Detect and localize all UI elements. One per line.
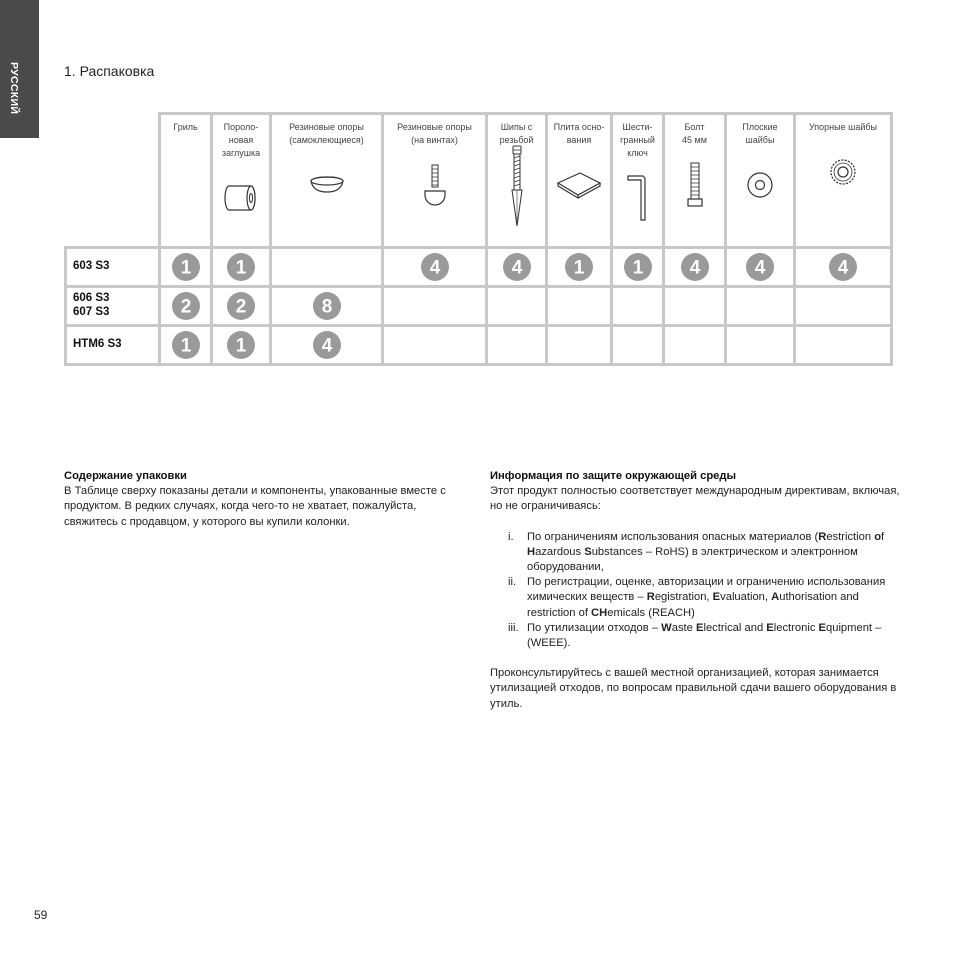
- directive-text: По утилизации отходов – Waste Electrical and Electronic Equipment – (WEEE).: [527, 621, 882, 650]
- quantity-cell: [160, 326, 212, 365]
- svg-text:8: 8: [321, 296, 332, 318]
- rubber-foot-adhesive-icon: [307, 174, 347, 201]
- quantity-cell: [726, 248, 795, 287]
- column-header: [795, 114, 892, 248]
- quantity-badge: [226, 291, 256, 321]
- quantity-cell: [383, 326, 487, 365]
- table-row: [66, 287, 892, 326]
- quantity-cell: [487, 287, 547, 326]
- package-contents-section: [64, 469, 464, 530]
- quantity-badge: [171, 330, 201, 360]
- column-label: Шести- гранный ключ: [620, 122, 655, 159]
- quantity-cell: [726, 326, 795, 365]
- quantity-cell: [795, 248, 892, 287]
- column-label: Шипы с резьбой: [499, 122, 534, 146]
- list-number: ii.: [508, 576, 517, 589]
- base-plate-icon: [554, 169, 604, 206]
- column-label: Упорные шайбы: [808, 122, 878, 132]
- column-label: Пороло- новая заглушка: [221, 122, 261, 159]
- column-header: [160, 114, 212, 248]
- quantity-cell: [612, 326, 664, 365]
- quantity-cell: [383, 287, 487, 326]
- svg-text:4: 4: [754, 257, 766, 279]
- quantity-cell: [795, 287, 892, 326]
- quantity-badge: [745, 252, 775, 282]
- directive-list: [490, 530, 900, 652]
- column-label: Резиновые опоры (на винтах): [397, 122, 472, 146]
- quantity-badge: [623, 252, 653, 282]
- quantity-badge: [564, 252, 594, 282]
- svg-text:1: 1: [573, 257, 585, 279]
- column-header: [726, 114, 795, 248]
- quantity-cell: [212, 326, 271, 365]
- svg-text:4: 4: [429, 257, 440, 279]
- column-header: [487, 114, 547, 248]
- language-label: РУССКИЙ: [8, 62, 20, 115]
- quantity-cell: [271, 326, 383, 365]
- list-number: iii.: [508, 621, 519, 634]
- svg-text:2: 2: [180, 296, 191, 318]
- column-header: [212, 114, 271, 248]
- package-contents-text: В Таблице сверху показаны детали и компоненты, упакованные вместе с продуктом. В редких случаях, когда чего-то не хватает, пожалуйста, свяжитесь с продавцом, у которого вы купили колонки.: [64, 485, 446, 528]
- quantity-cell: [547, 326, 612, 365]
- page-number: 59: [34, 908, 48, 922]
- column-label: Болт 45 мм: [682, 122, 707, 146]
- section-title: 1. Распаковка: [64, 63, 155, 79]
- package-contents-heading: Содержание упаковки: [64, 470, 187, 482]
- quantity-badge: [171, 252, 201, 282]
- quantity-badge: [312, 330, 342, 360]
- svg-text:4: 4: [511, 257, 522, 279]
- quantity-badge: [502, 252, 532, 282]
- quantity-cell: [547, 287, 612, 326]
- flat-washer-icon: [745, 170, 775, 205]
- model-name: 606 S3 607 S3: [66, 287, 160, 326]
- column-label: Гриль: [173, 122, 198, 132]
- quantity-badge: [420, 252, 450, 282]
- column-header: [547, 114, 612, 248]
- parts-table: [64, 112, 893, 366]
- model-name: 603 S3: [66, 248, 160, 287]
- column-header: [271, 114, 383, 248]
- svg-text:4: 4: [321, 335, 332, 357]
- column-label: Плоские шайбы: [742, 122, 778, 146]
- quantity-cell: [383, 248, 487, 287]
- quantity-cell: [160, 248, 212, 287]
- quantity-cell: [664, 326, 726, 365]
- foam-plug-icon: [221, 181, 261, 220]
- quantity-cell: [271, 248, 383, 287]
- table-row: [66, 326, 892, 365]
- quantity-cell: [795, 326, 892, 365]
- lock-washer-icon: [828, 157, 858, 192]
- quantity-badge: [680, 252, 710, 282]
- threaded-spike-icon: [508, 144, 526, 233]
- quantity-badge: [171, 291, 201, 321]
- svg-text:4: 4: [689, 257, 700, 279]
- list-number: i.: [508, 530, 514, 543]
- column-label: Резиновые опоры (самоклеющиеся): [289, 122, 364, 146]
- quantity-cell: [547, 248, 612, 287]
- quantity-cell: [487, 326, 547, 365]
- quantity-cell: [212, 248, 271, 287]
- hex-key-icon: [625, 172, 651, 229]
- environment-heading: Информация по защите окружающей среды: [490, 470, 737, 482]
- language-tab: [0, 0, 39, 138]
- quantity-cell: [612, 287, 664, 326]
- quantity-cell: [612, 248, 664, 287]
- table-row: [66, 248, 892, 287]
- directive-item-rohs: [508, 530, 900, 576]
- directive-item-reach: [508, 575, 900, 621]
- quantity-cell: [664, 248, 726, 287]
- environment-closing: Проконсультируйтесь с вашей местной организацией, которая занимается утилизацией отходов, по вопросам правильной сдачи вашего оборудования в утиль.: [490, 667, 897, 710]
- quantity-cell: [487, 248, 547, 287]
- svg-text:1: 1: [235, 257, 247, 279]
- directive-text: По ограничениям использования опасных материалов (Restriction of Hazardous Substances – RoHS) в электрическом и электронном оборудовании,: [527, 530, 885, 574]
- svg-text:4: 4: [837, 257, 849, 279]
- svg-text:2: 2: [235, 296, 247, 318]
- quantity-badge: [312, 291, 342, 321]
- quantity-cell: [271, 287, 383, 326]
- column-header: [383, 114, 487, 248]
- rubber-foot-screw-icon: [423, 163, 447, 212]
- svg-text:1: 1: [632, 257, 643, 279]
- svg-text:1: 1: [180, 335, 191, 357]
- quantity-badge: [226, 330, 256, 360]
- directive-text: По регистрации, оценке, авторизации и ограничению использования химических веществ – Registration, Evaluation, Authorisation and restriction of CHemicals (REACH): [527, 576, 886, 619]
- quantity-cell: [212, 287, 271, 326]
- bolt-icon: [687, 161, 703, 214]
- quantity-badge: [226, 252, 256, 282]
- quantity-cell: [726, 287, 795, 326]
- directive-item-weee: [508, 621, 900, 651]
- environment-intro: Этот продукт полностью соответствует международным директивам, включая, но не ограничиваясь:: [490, 485, 900, 513]
- quantity-cell: [664, 287, 726, 326]
- svg-text:1: 1: [180, 257, 191, 279]
- table-corner: [66, 114, 160, 248]
- column-header: [664, 114, 726, 248]
- column-header: [612, 114, 664, 248]
- quantity-badge: [828, 252, 858, 282]
- model-name: HTM6 S3: [66, 326, 160, 365]
- quantity-cell: [160, 287, 212, 326]
- column-label: Плита осно- вания: [553, 122, 605, 146]
- environment-section: [490, 469, 900, 712]
- svg-text:1: 1: [235, 335, 247, 357]
